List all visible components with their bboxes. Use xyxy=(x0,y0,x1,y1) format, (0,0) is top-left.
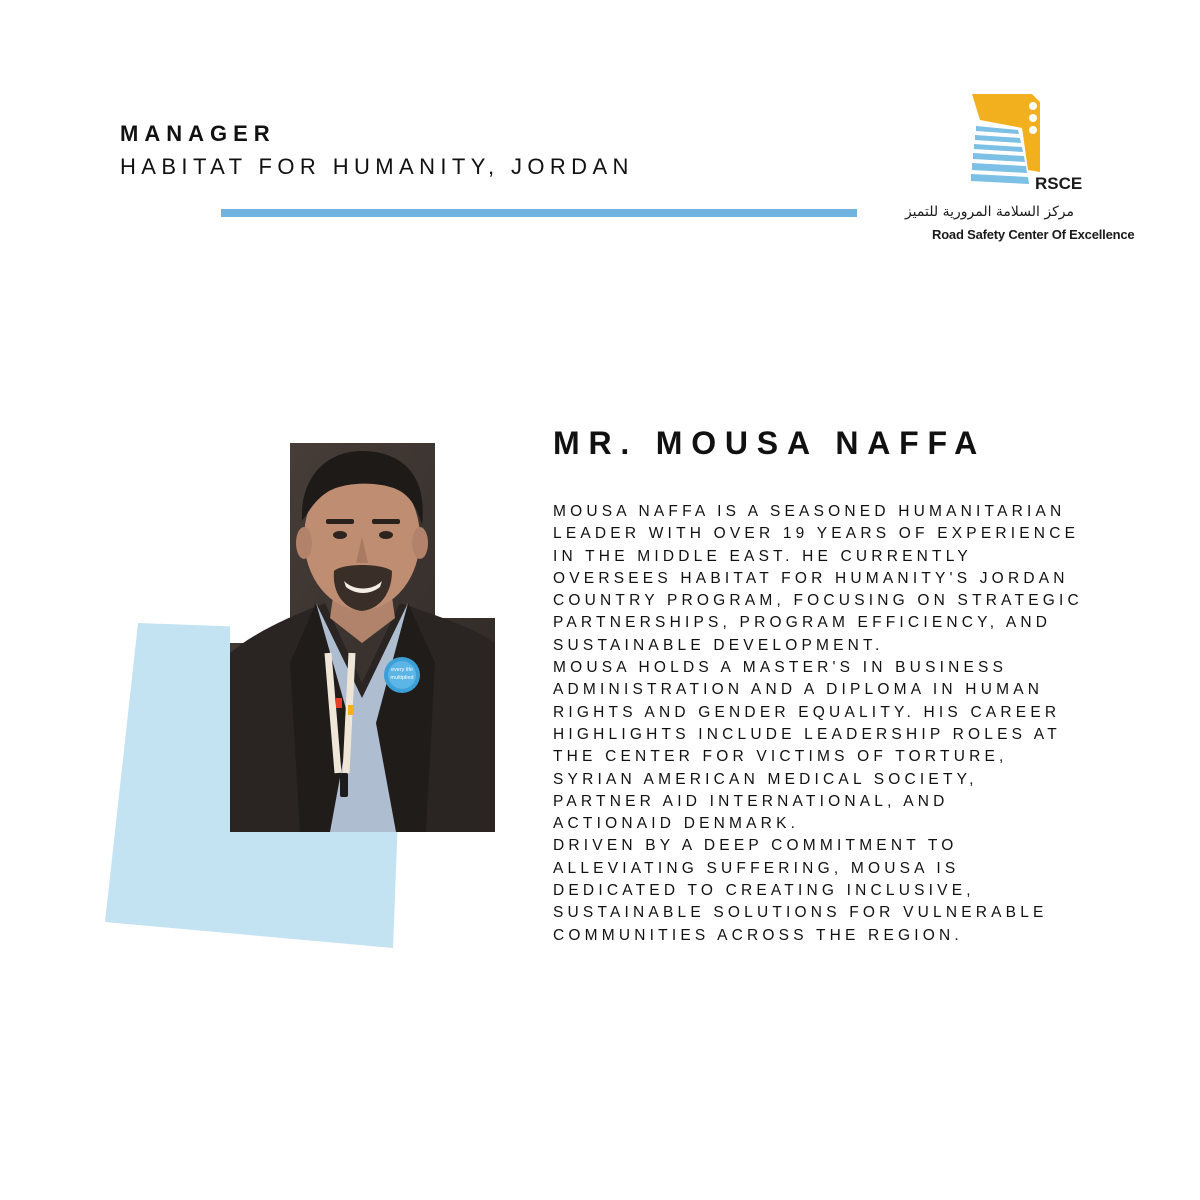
logo-stripe xyxy=(975,135,1021,143)
badge-text: every life xyxy=(390,667,414,673)
bio-line: MOUSA HOLDS A MASTER'S IN BUSINESS xyxy=(553,659,1008,677)
profile-photo xyxy=(230,443,495,832)
badge-text: multiplied xyxy=(390,675,414,681)
logo-stripe xyxy=(971,174,1029,184)
bio-line: ALLEVIATING SUFFERING, MOUSA IS xyxy=(553,859,960,877)
logo-arabic-name: مركز السلامة المرورية للتميز xyxy=(904,204,1074,220)
role-title: MANAGER xyxy=(120,121,276,146)
bio-line: HIGHLIGHTS INCLUDE LEADERSHIP ROLES AT xyxy=(553,725,1061,743)
logo-stripe xyxy=(974,144,1023,152)
bio-line: RIGHTS AND GENDER EQUALITY. HIS CAREER xyxy=(553,703,1061,721)
logo-english-name: Road Safety Center Of Excellence xyxy=(932,227,1135,242)
bio-line: PARTNERSHIPS, PROGRAM EFFICIENCY, AND xyxy=(553,614,1052,632)
rsce-logo xyxy=(880,90,1150,250)
divider-bar xyxy=(221,209,857,217)
bio-line: MOUSA NAFFA IS A SEASONED HUMANITARIAN xyxy=(553,503,1066,520)
organization-name: HABITAT FOR HUMANITY, JORDAN xyxy=(120,154,634,179)
bio-line: SYRIAN AMERICAN MEDICAL SOCIETY, xyxy=(553,770,978,788)
logo-stripe xyxy=(973,153,1025,162)
bio-line: THE CENTER FOR VICTIMS OF TORTURE, xyxy=(553,748,1008,766)
bio-line: COMMUNITIES ACROSS THE REGION. xyxy=(553,926,963,944)
bio-line: DRIVEN BY A DEEP COMMITMENT TO xyxy=(553,837,958,855)
bio-line: IN THE MIDDLE EAST. HE CURRENTLY xyxy=(553,547,972,565)
bio-line: PARTNER AID INTERNATIONAL, AND xyxy=(553,792,949,810)
bio-line: SUSTAINABLE SOLUTIONS FOR VULNERABLE xyxy=(553,904,1048,922)
portrait-illustration xyxy=(230,443,495,832)
bio-line: ACTIONAID DENMARK. xyxy=(553,815,800,833)
bio-line: DEDICATED TO CREATING INCLUSIVE, xyxy=(553,882,975,900)
logo-light-dot xyxy=(1029,102,1037,110)
biography xyxy=(553,501,1153,947)
rsce-logo-mark xyxy=(970,92,1060,184)
bio-line: SUSTAINABLE DEVELOPMENT. xyxy=(553,636,884,654)
logo-stripe xyxy=(972,163,1027,173)
logo-abbreviation: RSCE xyxy=(1035,174,1083,193)
person-name: MR. MOUSA NAFFA xyxy=(553,425,987,461)
logo-stripe xyxy=(976,126,1019,134)
bio-line: COUNTRY PROGRAM, FOCUSING ON STRATEGIC xyxy=(553,592,1083,610)
bio-line: ADMINISTRATION AND A DIPLOMA IN HUMAN xyxy=(553,681,1044,699)
bio-line: LEADER WITH OVER 19 YEARS OF EXPERIENCE xyxy=(553,525,1080,543)
logo-light-dot xyxy=(1029,114,1037,122)
bio-line: OVERSEES HABITAT FOR HUMANITY'S JORDAN xyxy=(553,569,1069,587)
logo-light-dot xyxy=(1029,126,1037,134)
